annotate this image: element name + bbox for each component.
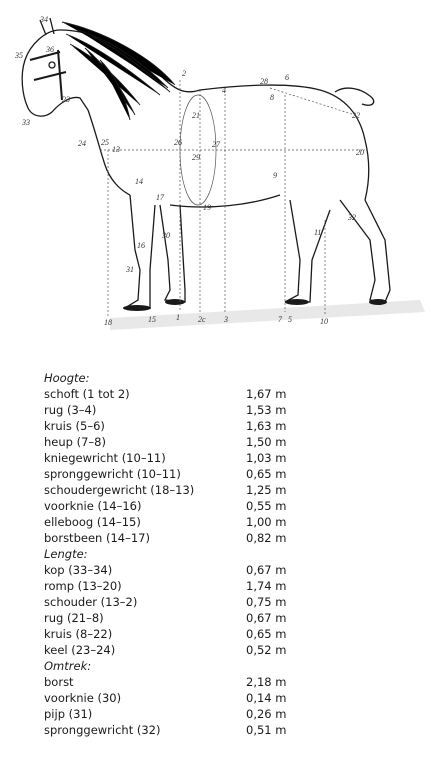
mark-23: 23 [62,95,70,104]
row-label: voorknie (14–16) [44,499,142,513]
mark-22: 22 [352,111,360,120]
mark-29: 29 [192,153,200,162]
mark-19: 19 [203,203,211,212]
mark-21: 21 [192,111,200,120]
table-row [44,402,344,418]
mark-24: 24 [78,139,86,148]
mark-33: 33 [22,118,30,127]
row-value: 1,53 m [246,403,287,417]
mark-15: 15 [148,315,156,324]
mark-28: 28 [260,77,268,86]
row-label: rug (21–8) [44,611,104,625]
table-row [44,690,344,706]
mark-13: 13 [112,145,120,154]
table-row [44,434,344,450]
row-label: kruis (5–6) [44,419,105,433]
mark-25: 25 [101,138,109,147]
row-value: 1,00 m [246,515,287,529]
mark-27: 27 [212,140,220,149]
mark-4: 4 [222,86,226,95]
row-label: spronggewricht (32) [44,723,161,737]
mark-36: 36 [46,45,54,54]
row-value: 0,82 m [246,531,287,545]
section-title-lengte: Lengte: [44,547,88,561]
table-row [44,642,344,658]
row-value: 1,50 m [246,435,287,449]
row-label: borstbeen (14–17) [44,531,150,545]
mark-3: 3 [224,315,228,324]
row-label: kop (33–34) [44,563,113,577]
mark-2c: 2c [198,315,206,324]
row-value: 0,51 m [246,723,287,737]
mark-34: 34 [40,15,48,24]
mark-5: 5 [288,315,292,324]
row-value: 1,63 m [246,419,287,433]
table-row [44,674,344,690]
row-value: 0,67 m [246,563,287,577]
row-label: borst [44,675,74,689]
table-row [44,706,344,722]
row-value: 1,03 m [246,451,287,465]
mark-35: 35 [15,51,23,60]
mark-17: 17 [156,193,164,202]
table-row [44,482,344,498]
row-label: schouder (13–2) [44,595,138,609]
mark-6: 6 [285,73,289,82]
row-value: 2,18 m [246,675,287,689]
measurements-table [44,370,344,738]
table-row [44,386,344,402]
mark-20: 20 [356,148,364,157]
mark-32: 32 [348,213,356,222]
mark-9: 9 [273,171,277,180]
row-label: pijp (31) [44,707,93,721]
row-value: 1,25 m [246,483,287,497]
row-value: 0,14 m [246,691,287,705]
mark-2: 2 [182,69,186,78]
table-row [44,562,344,578]
row-value: 0,67 m [246,611,287,625]
mark-10: 10 [320,317,328,326]
row-label: kniegewricht (10–11) [44,451,166,465]
table-row [44,514,344,530]
row-label: elleboog (14–15) [44,515,141,529]
mark-18: 18 [104,318,112,327]
section-title-omtrek: Omtrek: [44,659,92,673]
row-label: kruis (8–22) [44,627,113,641]
horse-drawing [0,0,431,360]
table-row [44,466,344,482]
table-row [44,626,344,642]
mark-26: 26 [174,138,182,147]
row-value: 0,55 m [246,499,287,513]
row-value: 1,67 m [246,387,287,401]
table-row [44,722,344,738]
row-label: spronggewricht (10–11) [44,467,181,481]
mark-8: 8 [270,93,274,102]
mark-7: 7 [278,315,282,324]
table-row [44,594,344,610]
row-value: 0,26 m [246,707,287,721]
row-value: 0,52 m [246,643,287,657]
mark-14: 14 [135,177,143,186]
row-value: 0,75 m [246,595,287,609]
mark-31: 31 [126,265,134,274]
row-label: schoft (1 tot 2) [44,387,130,401]
row-value: 0,65 m [246,627,287,641]
row-label: schoudergewricht (18–13) [44,483,195,497]
row-label: heup (7–8) [44,435,106,449]
table-row [44,418,344,434]
table-row [44,498,344,514]
horse-measurement-illustration [0,0,431,360]
mark-11: 11 [314,228,322,237]
mark-16: 16 [137,241,145,250]
section-title-hoogte: Hoogte: [44,371,90,385]
row-value: 0,65 m [246,467,287,481]
row-label: romp (13–20) [44,579,122,593]
row-value: 1,74 m [246,579,287,593]
row-label: voorknie (30) [44,691,122,705]
table-row [44,610,344,626]
table-row [44,450,344,466]
mark-30: 30 [162,231,170,240]
table-row [44,530,344,546]
mark-1: 1 [176,313,180,322]
table-row [44,578,344,594]
row-label: keel (23–24) [44,643,116,657]
row-label: rug (3–4) [44,403,97,417]
